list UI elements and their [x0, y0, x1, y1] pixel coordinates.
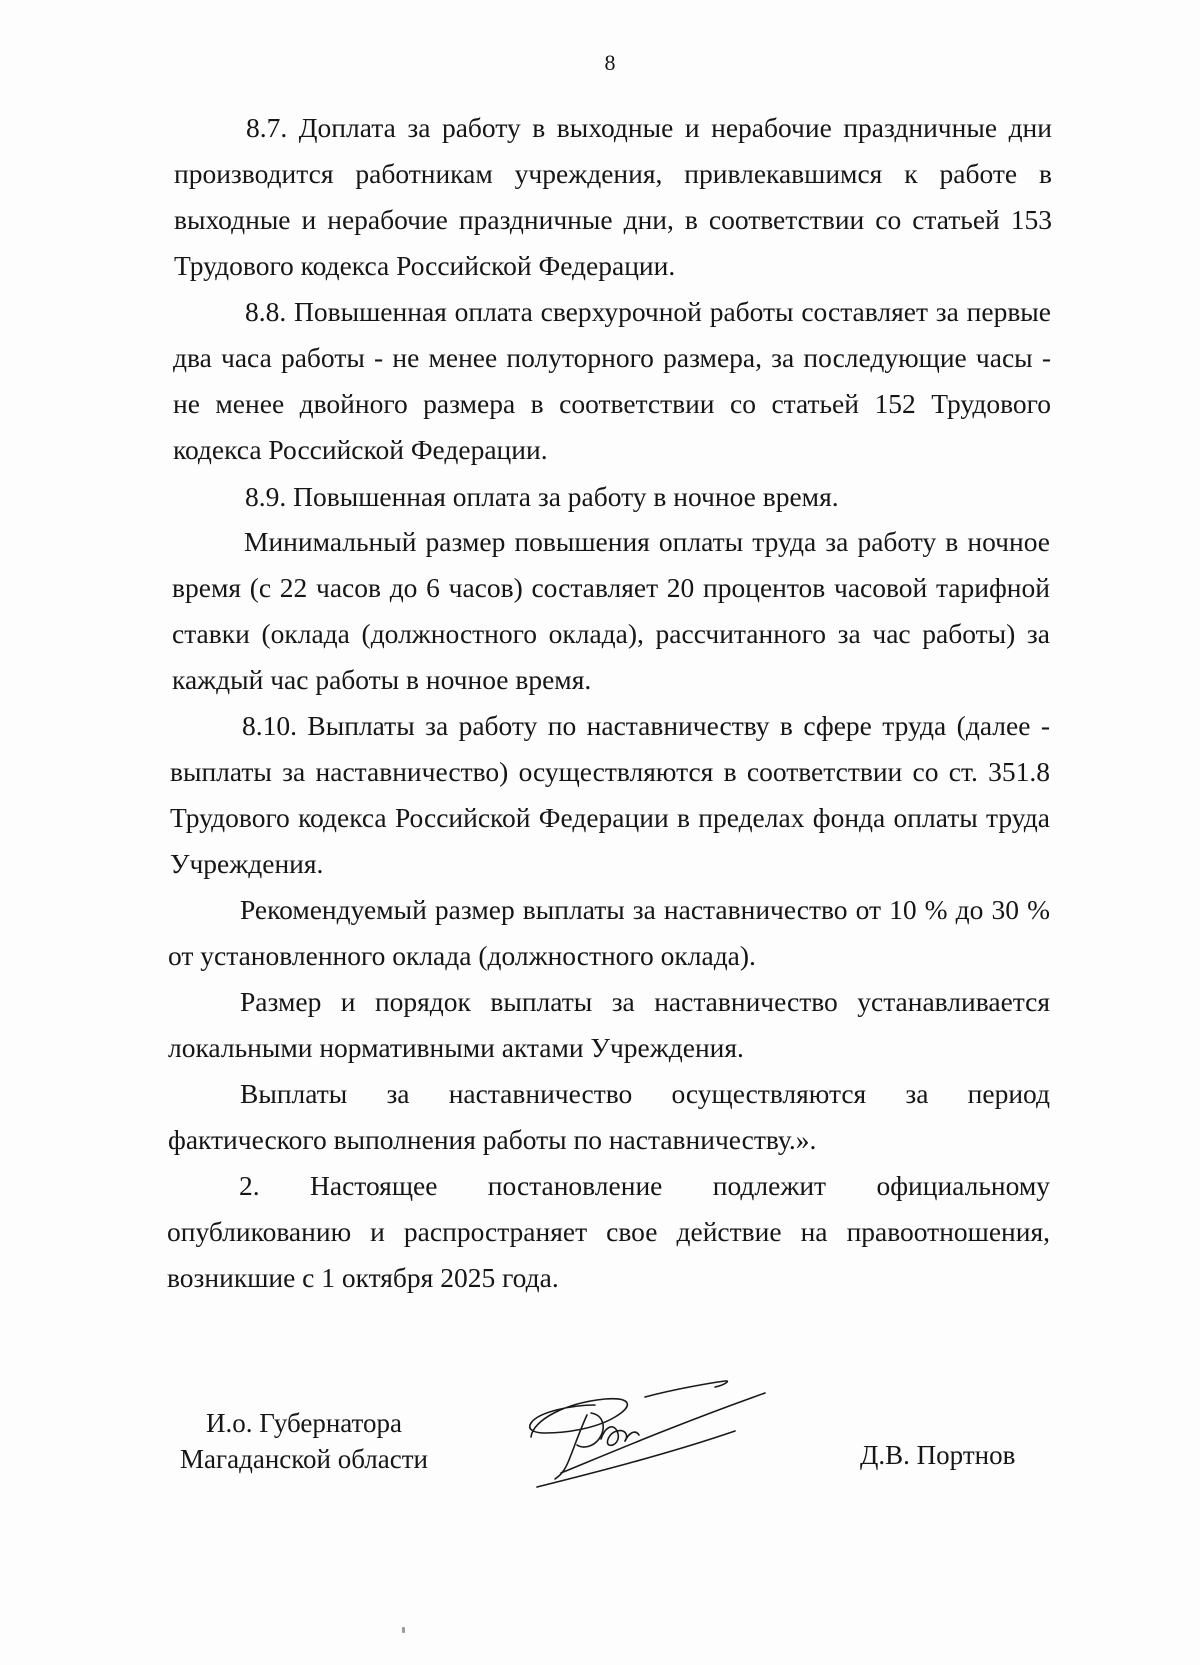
paragraph-mentoring-order: Размер и порядок выплаты за наставничество устанавливается локальными нормативными актами Учреждения.: [168, 986, 1050, 1063]
paragraph-night-pay: Минимальный размер повышения оплаты труда за работу в ночное время (с 22 часов до 6 часов) составляет 20 процентов часовой тарифной ставки (оклада (должностного оклада), рассчитанного за час работы) за каждый час работы в ночное время.: [172, 526, 1050, 695]
paragraph-8-9: 8.9. Повышенная оплата за работу в ночное время.: [245, 481, 839, 512]
paragraph-mentoring-rate: Рекомендуемый размер выплаты за наставничество от 10 % до 30 % от установленного оклада (должностного оклада).: [168, 894, 1050, 971]
signatory-position-line1: И.о. Губернатора: [205, 1408, 402, 1438]
paragraph-mentoring-period: Выплаты за наставничество осуществляются за период фактического выполнения работы по наставничеству.».: [168, 1078, 1050, 1155]
signatory-position-line2: Магаданской области: [180, 1444, 428, 1474]
paragraph-8-7: 8.7. Доплата за работу в выходные и нерабочие праздничные дни производится работникам учреждения, привлекавшимся к работе в выходные и нерабочие праздничные дни, в соответствии со статьей 153 Трудового кодекса Российской Федерации.: [174, 112, 1052, 281]
signatory-position: [174, 1405, 434, 1477]
paragraph-2-publication: 2. Настоящее постановление подлежит официальному опубликованию и распространяет свое действие на правоотношения, возникшие с 1 октября 2025 года.: [167, 1170, 1050, 1293]
scan-artifact: [402, 1627, 405, 1633]
signatory-name: Д.В. Портнов: [860, 1440, 1016, 1470]
paragraph-8-8: 8.8. Повышенная оплата сверхурочной работы составляет за первые два часа работы - не менее полуторного размера, за последующие часы - не менее двойного размера в соответствии со статьей 152 Трудового кодекса Российской Федерации.: [173, 296, 1051, 465]
page-number: 8: [604, 50, 616, 75]
handwritten-signature-icon: [525, 1375, 770, 1490]
paragraph-8-10: 8.10. Выплаты за работу по наставничеству в сфере труда (далее - выплаты за наставничество) осуществляются в соответствии со ст. 351.8 Трудового кодекса Российской Федерации в пределах фонда оплаты труда Учреждения.: [170, 710, 1050, 879]
